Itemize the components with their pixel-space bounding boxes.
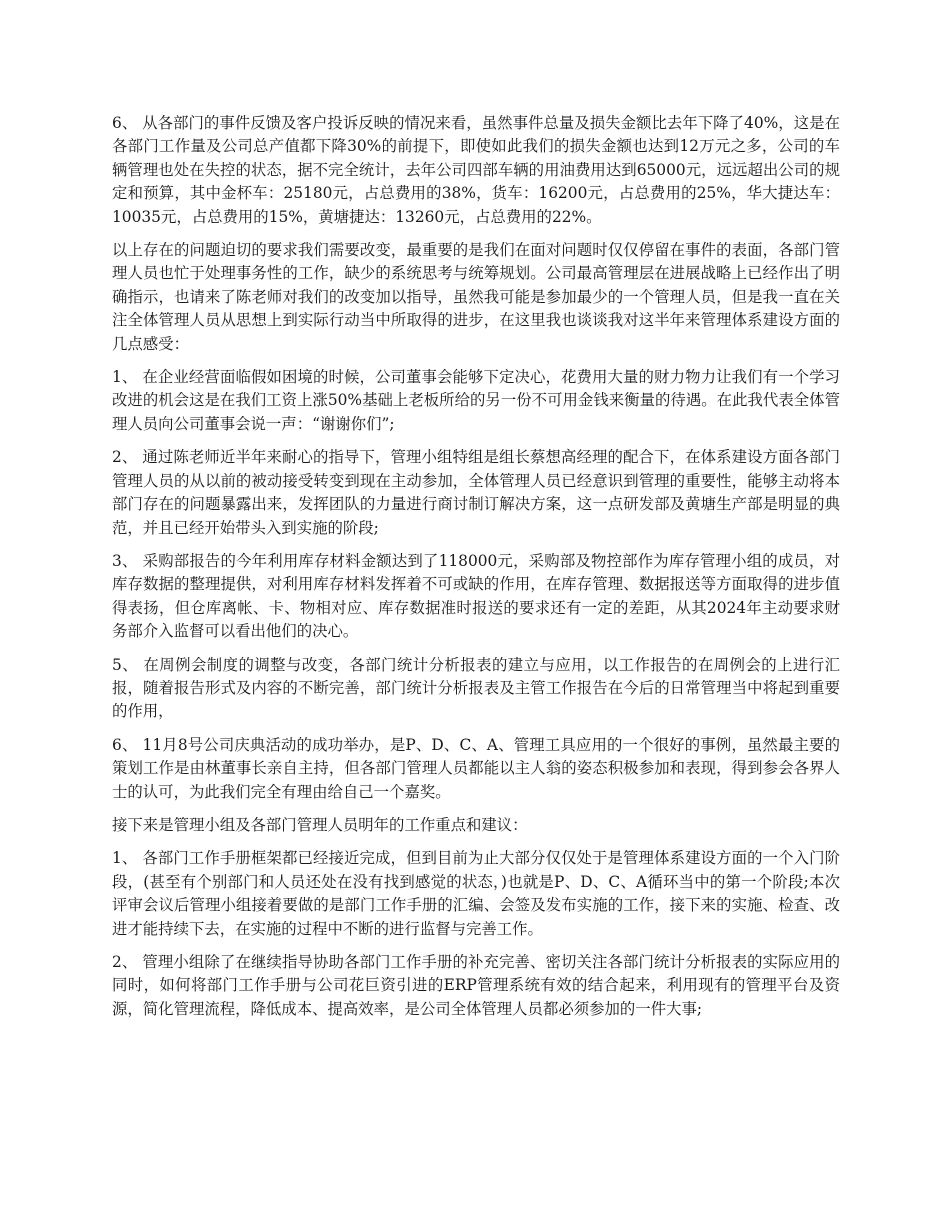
paragraph-point-5: 5、 在周例会制度的调整与改变，各部门统计分析报表的建立与应用，以工作报告的在周例会的上进行汇报，随着报告形式及内容的不断完善，部门统计分析报表及主管工作报告在今后的日常管理当中将起到重要的作用， <box>112 655 840 721</box>
paragraph-plan-1: 1、 各部门工作手册框架都已经接近完成，但到目前为止大部分仅仅处于是管理体系建设方面的一个入门阶段，(甚至有个别部门和人员还处在没有找到感觉的状态，)也就是P、D、C、A循环当中的第一个阶段;本次评审会议后管理小组接着要做的是部门工作手册的汇编、会签及发布实施的工作，接下来的实施、检查、改进才能持续下去，在实施的过程中不断的进行监督与完善工作。 <box>112 849 840 938</box>
paragraph-point-6: 6、 11月8号公司庆典活动的成功举办，是P、D、C、A、管理工具应用的一个很好的事例，虽然最主要的策划工作是由林董事长亲自主持，但各部门管理人员都能以主人翁的姿态积极参加和表现，得到参会各界人士的认可，为此我们完全有理由给自己一个嘉奖。 <box>112 735 840 801</box>
document-page <box>112 112 840 1031</box>
paragraph-point-3: 3、 采购部报告的今年利用库存材料金额达到了118000元，采购部及物控部作为库存管理小组的成员，对库存数据的整理提供，对利用库存材料发挥着不可或缺的作用，在库存管理、数据报送等方面取得的进步值得表扬，但仓库离帐、卡、物相对应、库存数据准时报送的要求还有一定的差距，从其2024年主动要求财务部介入监督可以看出他们的决心。 <box>112 551 840 641</box>
paragraph-vehicle-costs: 6、 从各部门的事件反馈及客户投诉反映的情况来看，虽然事件总量及损失金额比去年下降了40%，这是在各部门工作量及公司总产值都下降30%的前提下，即使如此我们的损失金额也达到12万元之多，公司的车辆管理也处在失控的状态，据不完全统计，去年公司四部车辆的用油费用达到65000元，远远超出公司的规定和预算，其中金杯车：25180元，占总费用的38%，货车：16200元，占总费用的25%，华大捷达车：10035元，占总费用的15%，黄塘捷达：13260元，占总费用的22%。 <box>112 114 840 226</box>
paragraph-problems-summary: 以上存在的问题迫切的要求我们需要改变，最重要的是我们在面对问题时仅仅停留在事件的表面，各部门管理人员也忙于处理事务性的工作，缺少的系统思考与统筹规划。公司最高管理层在进展战略上已经作出了明确指示，也请来了陈老师对我们的改变加以指导，虽然我可能是参加最少的一个管理人员，但是我一直在关注全体管理人员从思想上到实际行动当中所取得的进步，在这里我也谈谈我对这半年来管理体系建设方面的几点感受： <box>112 241 840 353</box>
paragraph-next-steps-intro: 接下来是管理小组及各部门管理人员明年的工作重点和建议： <box>112 815 528 834</box>
paragraph-plan-2: 2、 管理小组除了在继续指导协助各部门工作手册的补充完善、密切关注各部门统计分析报表的实际应用的同时，如何将部门工作手册与公司花巨资引进的ERP管理系统有效的结合起来，利用现有的管理平台及资源，简化管理流程，降低成本、提高效率，是公司全体管理人员都必须参加的一件大事; <box>112 953 840 1018</box>
paragraph-point-1: 1、 在企业经营面临假如困境的时候，公司董事会能够下定决心，花费用大量的财力物力让我们有一个学习改进的机会这是在我们工资上涨50%基础上老板所给的另一份不可用金钱来衡量的待遇。在此我代表全体管理人员向公司董事会说一声：“谢谢你们”; <box>112 368 840 433</box>
paragraph-point-2: 2、 通过陈老师近半年来耐心的指导下，管理小组特组是组长蔡想高经理的配合下，在体系建设方面各部门管理人员的从以前的被动接受转变到现在主动参加，全体管理人员已经意识到管理的重要性，能够主动将本部门存在的问题暴露出来，发挥团队的力量进行商讨制订解决方案，这一点研发部及黄塘生产部是明显的典范，并且已经开始带头入到实施的阶段; <box>112 448 840 537</box>
